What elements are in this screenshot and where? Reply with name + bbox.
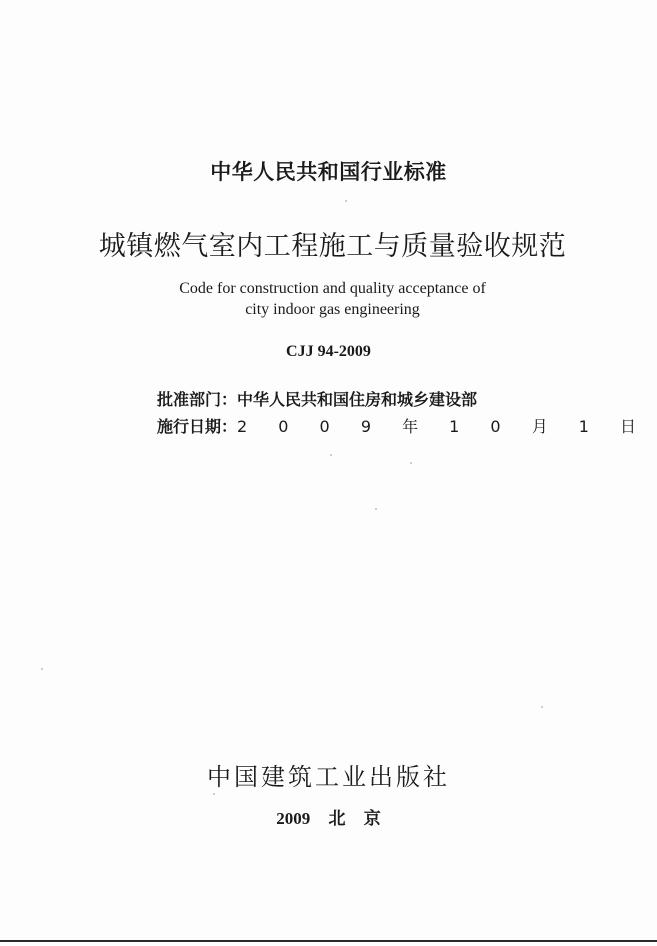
english-title-line-2: city indoor gas engineering (245, 301, 420, 318)
scan-speck (345, 200, 347, 202)
effective-date-label: 施行日期： (157, 417, 238, 436)
chinese-title: 城镇燃气室内工程施工与质量验收规范 (98, 231, 567, 262)
publisher-name: 中国建筑工业出版社 (207, 763, 450, 791)
bottom-edge-line (0, 940, 657, 942)
effective-date-value: 2 0 0 9 年 1 0 月 1 日 (237, 417, 650, 436)
effective-date-row (157, 414, 649, 437)
standard-series-heading: 中华人民共和国行业标准 (210, 160, 447, 184)
approval-department-value: 中华人民共和国住房和城乡建设部 (237, 390, 478, 409)
standard-code: CJJ 94-2009 (286, 343, 371, 360)
approval-department-row (157, 387, 477, 410)
english-title-line-1: Code for construction and quality acceptance of (179, 280, 486, 297)
approval-department-label: 批准部门： (157, 390, 238, 409)
scan-speck (213, 793, 215, 795)
scan-speck (410, 462, 412, 464)
english-title (0, 278, 657, 320)
scan-speck (541, 706, 543, 708)
scan-speck (375, 508, 377, 510)
scan-speck (330, 454, 332, 456)
scan-speck (41, 668, 43, 670)
publication-year-place: 2009 北 京 (276, 809, 381, 828)
